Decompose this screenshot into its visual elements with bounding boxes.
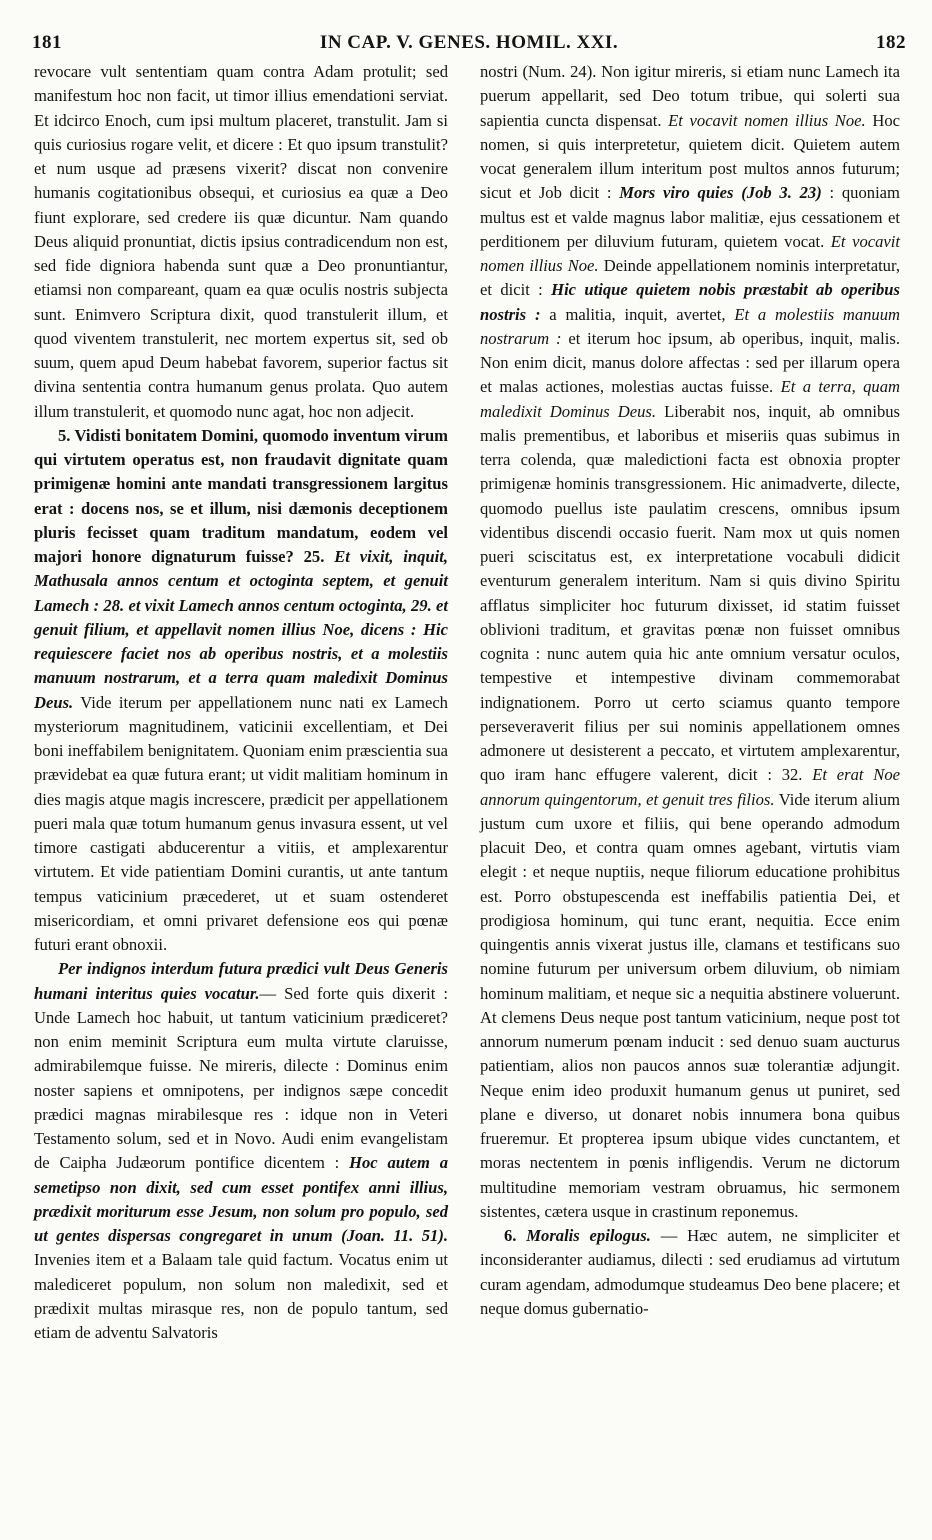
right-column	[480, 60, 900, 1321]
scripture-quote: Hoc autem a semetipso non dixit, sed cum esset pontifex anni illius, prædixit moriturum esse Jesum, non solum pro populo, sed ut gentes dispersas congregaret in unum (Joan. 11. 51).	[34, 1153, 448, 1245]
paragraph-text: revocare vult sententiam quam contra Adam protulit; sed manifestum hoc non facit, ut timor illius emendationi serviat. Et idcirco Enoch, cum ipsi multum placeret, transtulit. Jam si quis curiosius rogare velit, et dicere : Et quo ipsum transtulit? et num usque ad præsens vixerit? discat non convenire humanis cogitationibus obsequi, et curiosius ea quæ a Deo fiunt explorare, sed credere iis quæ dicuntur. Nam quando Deus aliquid pronuntiat, dictis ipsius contradicendum non est, sed fide digniora habenda sunt quæ a Deo pronuntiantur, etiamsi non compareant, quam ea quæ oculis nostris subjecta sunt. Enimvero Scriptura dixit, quod transtulerit illum, et quod viventem transtulerit, nec mortem expertus sit, sed ob suum, quem apud Deum habebat favorem, superior factus sit divina sententia contra humanum genus prolata. Quo autem illum transtulerit, et quomodo nunc agat, hoc non adjecit.	[34, 62, 448, 421]
paragraph-text: Invenies item et a Balaam tale quid factum. Vocatus enim ut malediceret populum, non solum non maledixit, sed et prædixit multas mirasque res, non de populo tantum, sed etiam de adventu Salvatoris	[34, 1250, 448, 1342]
running-title: IN CAP. V. GENES. HOMIL. XXI.	[319, 32, 619, 53]
scripture-quote: Et vocavit nomen illius Noe.	[668, 110, 866, 130]
paragraph-text: et iterum hoc ipsum, ab operibus, inquit, malis. Non enim dicit, manus dolore affectas : sed per illarum opera et malas actiones, molestias auctas fuisse.	[480, 328, 900, 397]
paragraph-right-2	[480, 1224, 900, 1321]
paragraph-text: — Sed forte quis dixerit : Unde Lamech hoc habuit, ut tantum vaticinium prædiceret? non enim meminit Scriptura eum multa virtute claruisse, admirabilemque fuisse. Ne mireris, dilecte : Dominus enim noster sapiens et omnipotens, per indignos sæpe concedit prædici magnas mirabilesque res : idque non in Veteri Testamento solum, sed et in Novo. Audi enim evangelistam de Caipha Judæorum pontifice dicentem :	[34, 983, 449, 1173]
running-header	[32, 32, 906, 60]
paragraph-text: a malitia, inquit, avertet,	[549, 304, 726, 324]
paragraph-text: Deinde appellationem nominis interpretatur, et dicit :	[480, 256, 900, 300]
section-5-text: 5. Vidisti bonitatem Domini, quomodo inventum virum qui virtutem operatus est, non fraudavit dignitate quam primigenæ homini ante mandati transgressionem largitus erat : docens nos, se et illum, nisi dæmonis deceptionem pluris fecisset quam traditum mandatum, eodem vel majori honore dignaturum fuisse? 25.	[34, 425, 448, 566]
paragraph-text: — Hæc autem, ne simpliciter et inconsideranter audiamus, dilecti : sed erudiamus ad virtutum curam agendam, admodumque studeamus Deo bene placere; et neque domus gubernatio-	[480, 1226, 901, 1318]
left-column	[34, 60, 448, 1345]
paragraph-right-1	[480, 60, 900, 1224]
scripture-quote: Et erat Noe annorum quingentorum, et genuit tres filios.	[480, 765, 900, 809]
paragraph-text: Liberabit nos, inquit, ab omnibus malis prementibus, et laboribus et miseriis quas subimus in terra colenda, quæ maledictioni facta est obnoxia propter primigenæ hominis transgressionem. Hic animadverte, dilecte, quomodo puellus iste paulatim crescens, omnibus ipsum videntibus discendi occasio fuerit. Nam mox ut quis nomen pueri sciscitatus est, ex interpretatione vocabuli didicit eventurum generalem interitum. Nam si quis divino Spiritu afflatus simpliciter hoc futurum dixisset, id statim fuisset oblivioni traditum, et gravitas pœnæ non fuisset omnibus cognita : nunc autem quia hic ante omnium versatur oculos, tempestive et intempestive divinam commemorabat indignationem. Porro ut certo sciamus quanto tempore perseveraverit filius per sui nominis appellationem omnes admonere ut desisterent a peccato, et virtutem amplexarentur, quo iram hanc effugere valerent, dicit : 32.	[480, 401, 900, 785]
scripture-quote: Hic utique quietem nobis præstabit ab operibus nostris :	[480, 280, 900, 324]
section-number: 6.	[504, 1226, 517, 1245]
scripture-quote: Et a molestiis manuum nostrarum :	[480, 304, 900, 348]
paragraph-text: Vide iterum per appellationem nunc nati ex Lamech mysteriorum magnitudinem, vaticinii excellentiam, et Dei boni ineffabilem benignitatem. Quoniam enim præscientia sua prævidebat ea quæ futura erant; ut vidit malitiam hominum in dies magis atque magis increscere, prædicit per appellationem pueri mala quæ totum humanum genus invasura essent, ut vel timore castigati abducerentur a vitiis, et amplexarentur virtutem. Et vide patientiam Domini curantis, ut ante tantum tempus vaticinium præcederet, ut et suam ostenderet misericordiam, et omni privaret defensione eos qui pœnæ futuri erant obnoxii.	[34, 692, 448, 954]
scripture-quote: Et vocavit nomen illius Noe.	[480, 231, 900, 275]
scripture-quote: Mors viro quies (Job 3. 23)	[619, 183, 822, 203]
paragraph-left-2	[34, 424, 448, 958]
paragraph-text: Vide iterum alium justum cum uxore et filiis, qui bene operando admodum placuit Deo, et contra quam omnes agebant, virtutis viam elegit : et neque nuptiis, neque filiorum educatione prohibitus est. Porro obstupescenda est ineffabilis patientia Dei, et prodigiosa hominum, qui tunc erant, nequitia. Ecce enim quingentis annis vixerat justus ille, clamans et testificans suo nomine futurum per universum orbem diluvium, ob nimiam hominum malitiam, et neque sic a nequitia abstinere voluerunt. At clemens Deus neque post tantum vaticinium, neque post tot annorum numerum pœnam inducit : sed denuo suam aucturus patientiam, alios non paucos annos suæ tolerantiæ adjungit. Neque enim ideo produxit humanum genus ut puniret, sed plane e diverso, ut donaret nobis innumera bona quibus frueremur. Et propterea ipsum ubique vides cunctantem, et moras nectentem in pœnis infligendis. Verum ne dictorum multitudine memoriam vestram obruamus, hic sermonem sistentes, cætera usque in crastinum reponemus.	[480, 789, 900, 1221]
page-number-right: 182	[876, 32, 906, 53]
scripture-quote: Et vixit, inquit, Mathusala annos centum et octoginta septem, et genuit Lamech : 28. et vixit Lamech annos centum octoginta, 29. et genuit filium, et appellavit nomen illius Noe, dicens : Hic requiescere faciet nos ab operibus nostris, et a molestiis manuum nostrarum, et a terra quam maledixit Dominus Deus.	[34, 547, 448, 712]
section-heading: Per indignos interdum futura prædici vult Deus Generis humani interitus quies vocatur.	[34, 959, 448, 1003]
paragraph-left-1	[34, 60, 448, 424]
page-number-left: 181	[32, 32, 62, 53]
paragraph-left-3	[34, 957, 448, 1345]
section-heading: Moralis epilogus.	[526, 1226, 651, 1245]
paragraph-text: : quoniam multus est et valde magnus labor malitiæ, ejus cessationem et perditionem per diluvium futuram, quietem vocat.	[480, 183, 900, 251]
paragraph-text: Hoc nomen, si quis interpretetur, quietem dicit. Quietem autem vocat generalem illum interitum post multos annos futurum; sicut et Job dicit :	[480, 110, 901, 203]
paragraph-text: nostri (Num. 24). Non igitur mireris, si etiam nunc Lamech ita puerum appellarit, sed Deo totum tribue, qui solerti sua sapientia cuncta dispensat.	[480, 62, 900, 130]
scripture-quote: Et a terra, quam maledixit Dominus Deus.	[480, 377, 900, 421]
